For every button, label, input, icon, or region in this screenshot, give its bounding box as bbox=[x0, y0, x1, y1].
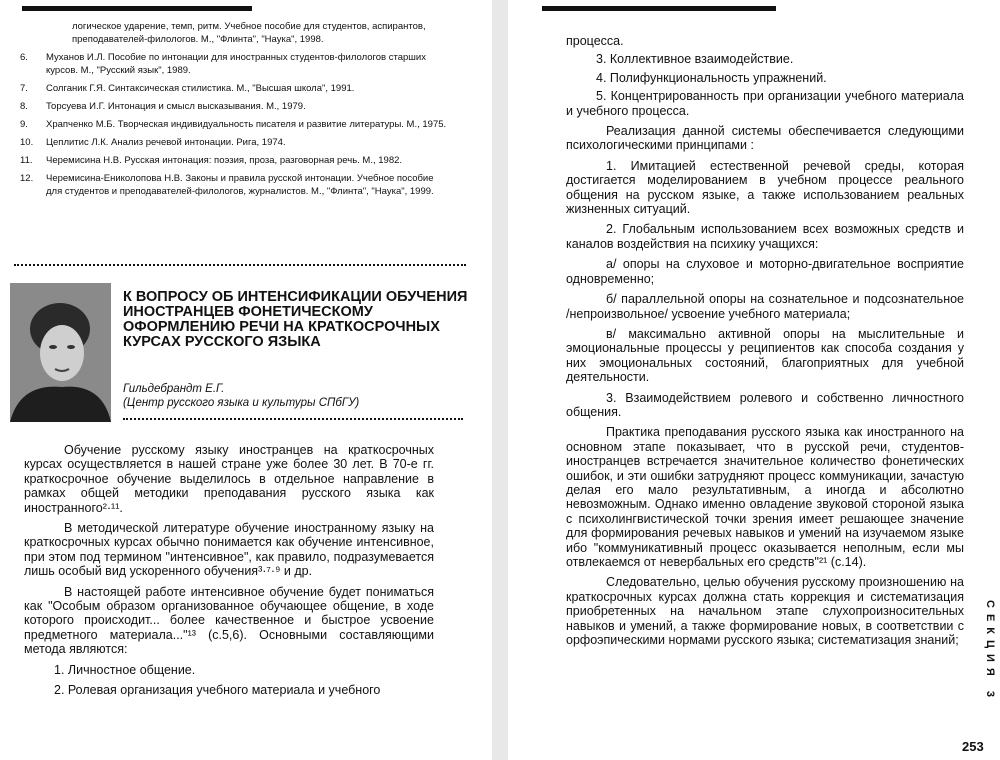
reference-item: логическое ударение, темп, ритм. Учебное пособие для студентов, аспирантов, преподавателей-филологов. М., "Флинта", "Наука", 1998. bbox=[72, 21, 426, 45]
author-name: Гильдебрандт Е.Г. bbox=[123, 383, 225, 395]
paragraph: Практика преподавания русского языка как иностранного на основном этапе показывает, что в русской речи, студентов-иностранцев встречается значительное количество фонетических ошибок, и эти ошибки затрудняют процесс коммуникации, зачастую делая его мало результативным, а иногда и абсолютно невозможным. Однако именно овладение звуковой стороной языка с психолингвистической точки зрения имеет решающее значение для формирования речевых навыков и умений на изучаемом языке ибо "коммуникативный процесс оказывается неполным, если мы отвлекаемся от невербальных его средств"²¹ (с.14). bbox=[566, 425, 964, 569]
list-item: процесса. bbox=[566, 34, 624, 48]
author-affiliation: (Центр русского языка и культуры СПбГУ) bbox=[123, 397, 360, 409]
author-photo bbox=[10, 283, 111, 422]
section-divider bbox=[14, 264, 466, 266]
reference-item: 8. Торсуева И.Г. Интонация и смысл высказывания. М., 1979. bbox=[20, 101, 306, 112]
reference-item: 12. Черемисина-Ениколопова Н.В. Законы и правила русской интонации. Учебное пособие для студентов и преподавателей-филологов, журналистов. М., "Флинта", "Наука", 1999. bbox=[20, 173, 434, 197]
article-title: К ВОПРОСУ ОБ ИНТЕНСИФИКАЦИИ ОБУЧЕНИЯ ИНОСТРАНЦЕВ ФОНЕТИЧЕСКОМУ ОФОРМЛЕНИЮ РЕЧИ НА КРАТКОСРОЧНЫХ КУРСАХ РУССКОГО ЯЗЫКА bbox=[123, 289, 468, 350]
reference-item: 11. Черемисина Н.В. Русская интонация: поэзия, проза, разговорная речь. М., 1982. bbox=[20, 155, 403, 166]
list-item: 2. Ролевая организация учебного материала и учебного bbox=[54, 683, 381, 698]
list-item: 3. Коллективное взаимодействие. bbox=[596, 52, 794, 67]
reference-item: 6. Муханов И.Л. Пособие по интонации для иностранных студентов-филологов старших курсов. М., "Русский язык", 1989. bbox=[20, 52, 426, 76]
paragraph: 2. Глобальным использованием всех возможных средств и каналов воздействия на психику учащихся: bbox=[566, 222, 964, 251]
paragraph: В настоящей работе интенсивное обучение будет пониматься как "Особым образом организованное обучающее общение, в ходе которого происходит... более качественное и быстрое усвоение предметного материала..."¹³ (с.5,6). Основными составляющими метода являются: bbox=[24, 584, 434, 657]
left-page bbox=[0, 0, 492, 760]
paragraph: б/ параллельной опоры на сознательное и подсознательное /непроизвольное/ усвоение учебного материала; bbox=[566, 292, 964, 321]
list-item: 1. Личностное общение. bbox=[54, 662, 196, 677]
right-page bbox=[508, 0, 1000, 760]
paragraph: В методической литературе обучение иностранному языку на краткосрочных курсах обычно понимается как обучение интенсивное, при этом под термином "интенсивное", как правило, подразумевается лишь особый вид ускоренного обучения³·⁷·⁹ и др. bbox=[24, 521, 434, 579]
book-gutter bbox=[492, 0, 508, 760]
header-rule bbox=[22, 6, 252, 11]
paragraph: Реализация данной системы обеспечивается следующими психологическими принципами : bbox=[566, 124, 964, 153]
list-item: 4. Полифункциональность упражнений. bbox=[596, 70, 827, 85]
header-rule bbox=[542, 6, 776, 11]
paragraph: в/ максимально активной опоры на мыслительные и эмоциональные процессы у реципиентов как способа создания у них эмоциональных состояний, благоприятных для учебной деятельности. bbox=[566, 326, 964, 385]
reference-item: 7. Солганик Г.Я. Синтаксическая стилистика. М., "Высшая школа", 1991. bbox=[20, 83, 355, 94]
author-block bbox=[123, 382, 359, 410]
list-item: 5. Концентрированность при организации учебного материала и учебного процесса. bbox=[566, 89, 964, 118]
paragraph: Обучение русскому языку иностранцев на краткосрочных курсах осуществляется в нашей стране уже более 30 лет. В 70-е гг. краткосрочное обучение выделилось в отдельное направление в рамках общей методики преподавания русского языка как иностранного²·¹¹. bbox=[24, 443, 434, 515]
references-list bbox=[20, 20, 450, 203]
paragraph: 1. Имитацией естественной речевой среды, которая достигается моделированием в учебном процессе реального общения на русском языке, а также использованием реальных жизненных ситуаций. bbox=[566, 158, 964, 217]
paragraph: а/ опоры на слуховое и моторно-двигательное восприятие одновременно; bbox=[566, 257, 964, 286]
left-body-text bbox=[24, 443, 434, 704]
paragraph: 3. Взаимодействием ролевого и собственно личностного общения. bbox=[566, 390, 964, 419]
right-body-text bbox=[566, 34, 964, 653]
section-label: СЕКЦИЯ 3 bbox=[984, 600, 996, 704]
reference-item: 9. Храпченко М.Б. Творческая индивидуальность писателя и развитие литературы. М., 1975. bbox=[20, 119, 447, 130]
reference-item: 10. Цеплитис Л.К. Анализ речевой интонации. Рига, 1974. bbox=[20, 137, 286, 148]
paragraph: Следовательно, целью обучения русскому произношению на краткосрочных курсах должна стать коррекция и систематизация приобретенных на начальном этапе слухопроизносительных навыков и умений, а также формирование новых, в соответствии с орфоэпическими нормами русского языка; систематизация знаний; bbox=[566, 575, 964, 648]
page-number: 253 bbox=[962, 739, 984, 754]
author-divider bbox=[123, 418, 463, 420]
